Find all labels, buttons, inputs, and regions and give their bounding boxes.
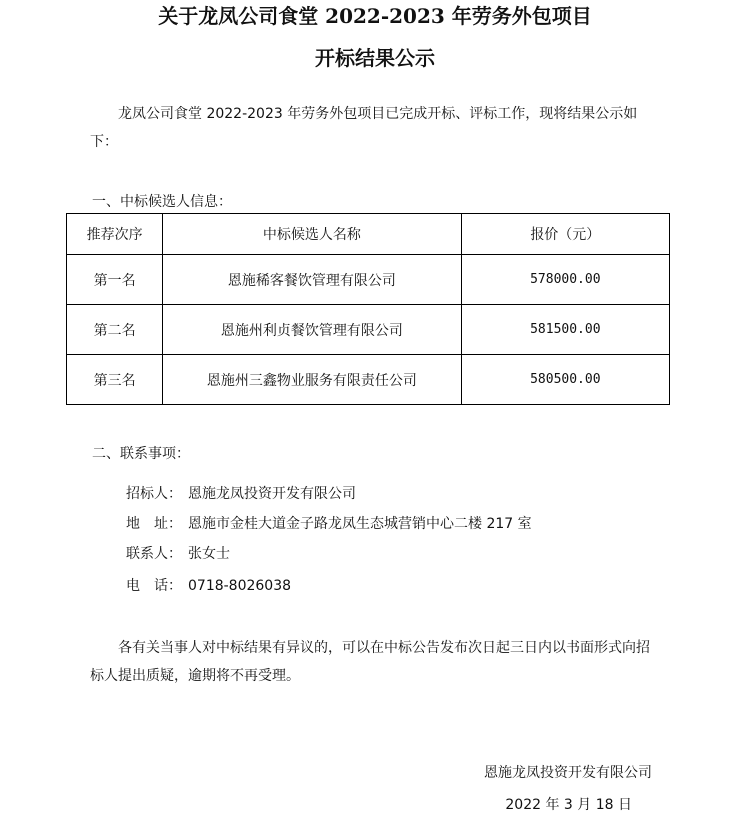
rank-cell: 第三名: [67, 355, 163, 405]
contact-value: 0718-8026038: [188, 578, 292, 594]
header-price: 报价（元）: [461, 214, 669, 255]
contact-value: 恩施龙凤投资开发有限公司: [188, 486, 356, 502]
table-row: [67, 355, 670, 405]
table-row: [67, 255, 670, 305]
table-row: [67, 305, 670, 355]
contact-label: 联系人：: [126, 546, 182, 562]
signature-date: 2022 年 3 月 18 日: [505, 797, 632, 813]
contact-label: 地 址：: [126, 516, 182, 532]
contact-label: 电 话：: [126, 578, 182, 594]
candidate-name-cell: 恩施州三鑫物业服务有限责任公司: [163, 355, 461, 405]
section-heading-contact: 二、联系事项：: [92, 446, 190, 462]
candidates-table: [66, 213, 670, 405]
section-heading-candidates: 一、中标候选人信息：: [92, 194, 232, 210]
price-cell: 578000.00: [461, 255, 669, 305]
document-title-line-2: 开标结果公示: [315, 46, 435, 70]
price-cell: 580500.00: [461, 355, 669, 405]
candidate-name-cell: 恩施稀客餐饮管理有限公司: [163, 255, 461, 305]
contact-person: [126, 544, 230, 564]
document-title-line-1: 关于龙凤公司食堂 2022-2023 年劳务外包项目: [158, 4, 592, 28]
price-cell: 581500.00: [461, 305, 669, 355]
contact-address: [126, 514, 532, 534]
closing-paragraph: 各有关当事人对中标结果有异议的，可以在中标公告发布次日起三日内以书面形式向招标人提出质疑，逾期将不再受理。: [90, 640, 650, 684]
contact-tenderer: [126, 484, 356, 504]
contact-phone: [126, 576, 291, 596]
contact-value: 张女士: [188, 546, 230, 562]
rank-cell: 第一名: [67, 255, 163, 305]
contact-label: 招标人：: [126, 486, 182, 502]
signature-organization: 恩施龙凤投资开发有限公司: [484, 765, 652, 781]
header-rank: 推荐次序: [67, 214, 163, 255]
candidate-name-cell: 恩施州利贞餐饮管理有限公司: [163, 305, 461, 355]
header-candidate-name: 中标候选人名称: [163, 214, 461, 255]
contact-value: 恩施市金桂大道金子路龙凤生态城营销中心二楼 217 室: [188, 516, 532, 532]
rank-cell: 第二名: [67, 305, 163, 355]
table-header-row: [67, 214, 670, 255]
intro-paragraph: 龙凤公司食堂 2022-2023 年劳务外包项目已完成开标、评标工作，现将结果公示如下：: [90, 106, 638, 150]
